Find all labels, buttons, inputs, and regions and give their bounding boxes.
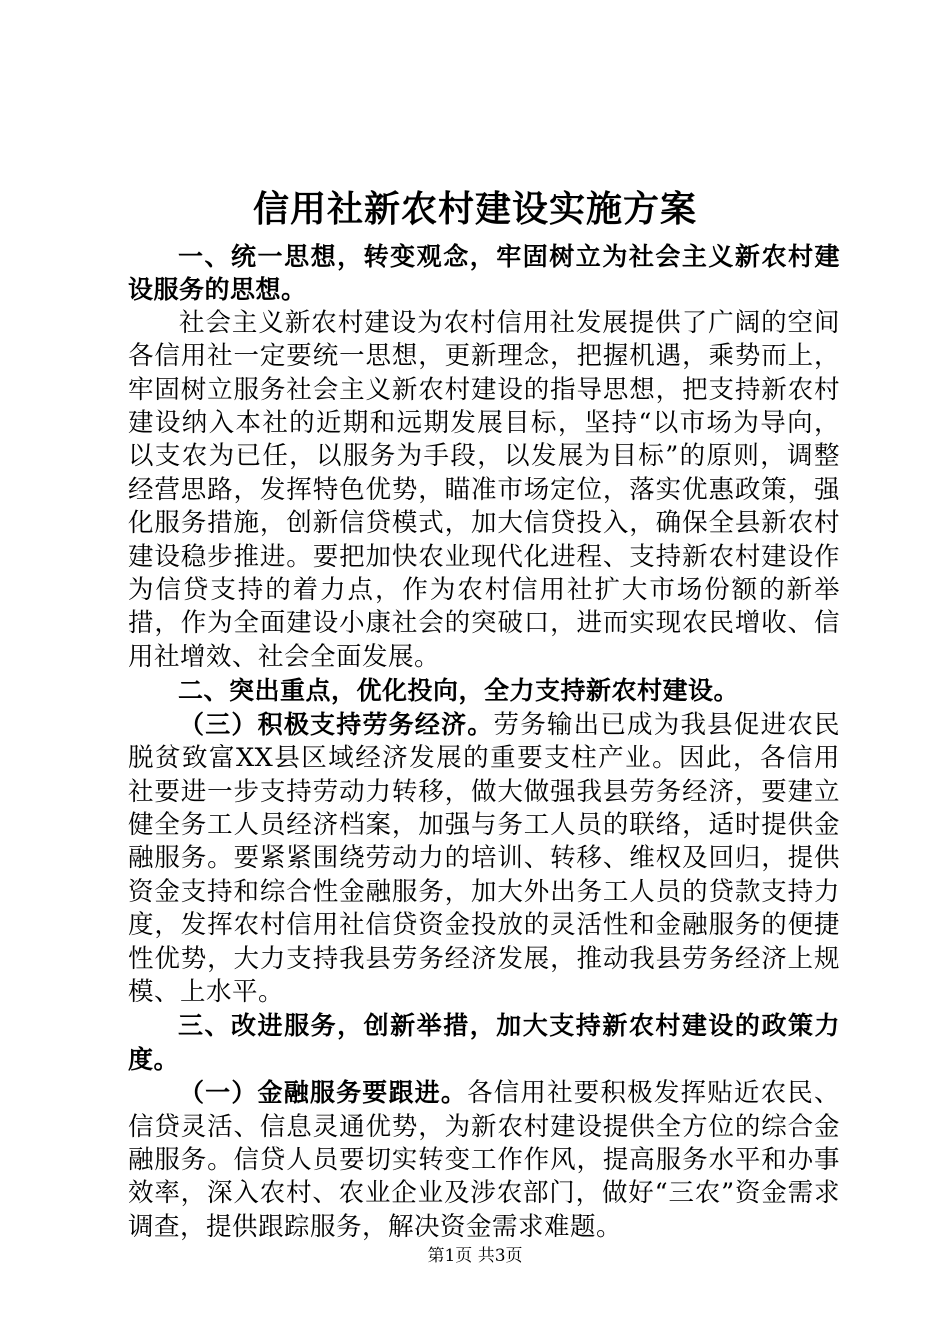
- paragraph-2-text: 劳务输出已成为我县促进农民脱贫致富XX县区域经济发展的重要支柱产业。因此，各信用社要进一步支持劳动力转移，做大做强我县劳务经济，要建立健全务工人员经济档案，加强与务工人员的联络，适时提供金融服务。要紧紧围绕劳动力的培训、转移、维权及回归，提供资金支持和综合性金融服务，加大外出务工人员的贷款支持力度，发挥农村信用社信贷资金投放的灵活性和金融服务的便捷性优势，大力支持我县劳务经济发展，推动我县劳务经济上规模、上水平。: [128, 709, 840, 1007]
- section-heading-1: 一、统一思想，转变观念，牢固树立为社会主义新农村建设服务的思想。: [128, 242, 840, 305]
- document-body: [128, 240, 840, 1244]
- paragraph-2: [128, 708, 840, 1010]
- page-footer: 第1页 共3页: [427, 1246, 523, 1266]
- document-title: 信用社新农村建设实施方案: [252, 188, 697, 230]
- section-heading-2: 二、突出重点，优化投向，全力支持新农村建设。: [178, 676, 740, 706]
- section-heading-3: 三、改进服务，创新举措，加大支持新农村建设的政策力度。: [128, 1011, 840, 1074]
- paragraph-3-text: 各信用社要积极发挥贴近农民、信贷灵活、信息灵通优势，为新农村建设提供全方位的综合金融服务。信贷人员要切实转变工作作风，提高服务水平和办事效率，深入农村、农业企业及涉农部门，做好“三农”资金需求调查，提供跟踪服务，解决资金需求难题。: [128, 1078, 840, 1242]
- paragraph-3: [128, 1076, 840, 1244]
- paragraph-3-lead: （一）金融服务要跟进。: [179, 1078, 468, 1108]
- paragraph-2-lead: （三）积极支持劳务经济。: [179, 709, 494, 739]
- paragraph-1: 社会主义新农村建设为农村信用社发展提供了广阔的空间各信用社一定要统一思想，更新理念，把握机遇，乘势而上，牢固树立服务社会主义新农村建设的指导思想，把支持新农村建设纳入本社的近期和远期发展目标，坚持“以市场为导向，以支农为已任，以服务为手段，以发展为目标”的原则，调整经营思路，发挥特色优势，瞄准市场定位，落实优惠政策，强化服务措施，创新信贷模式，加大信贷投入，确保全县新农村建设稳步推进。要把加快农业现代化进程、支持新农村建设作为信贷支持的着力点，作为农村信用社扩大市场份额的新举措，作为全面建设小康社会的突破口，进而实现农民增收、信用社增效、社会全面发展。: [128, 307, 840, 672]
